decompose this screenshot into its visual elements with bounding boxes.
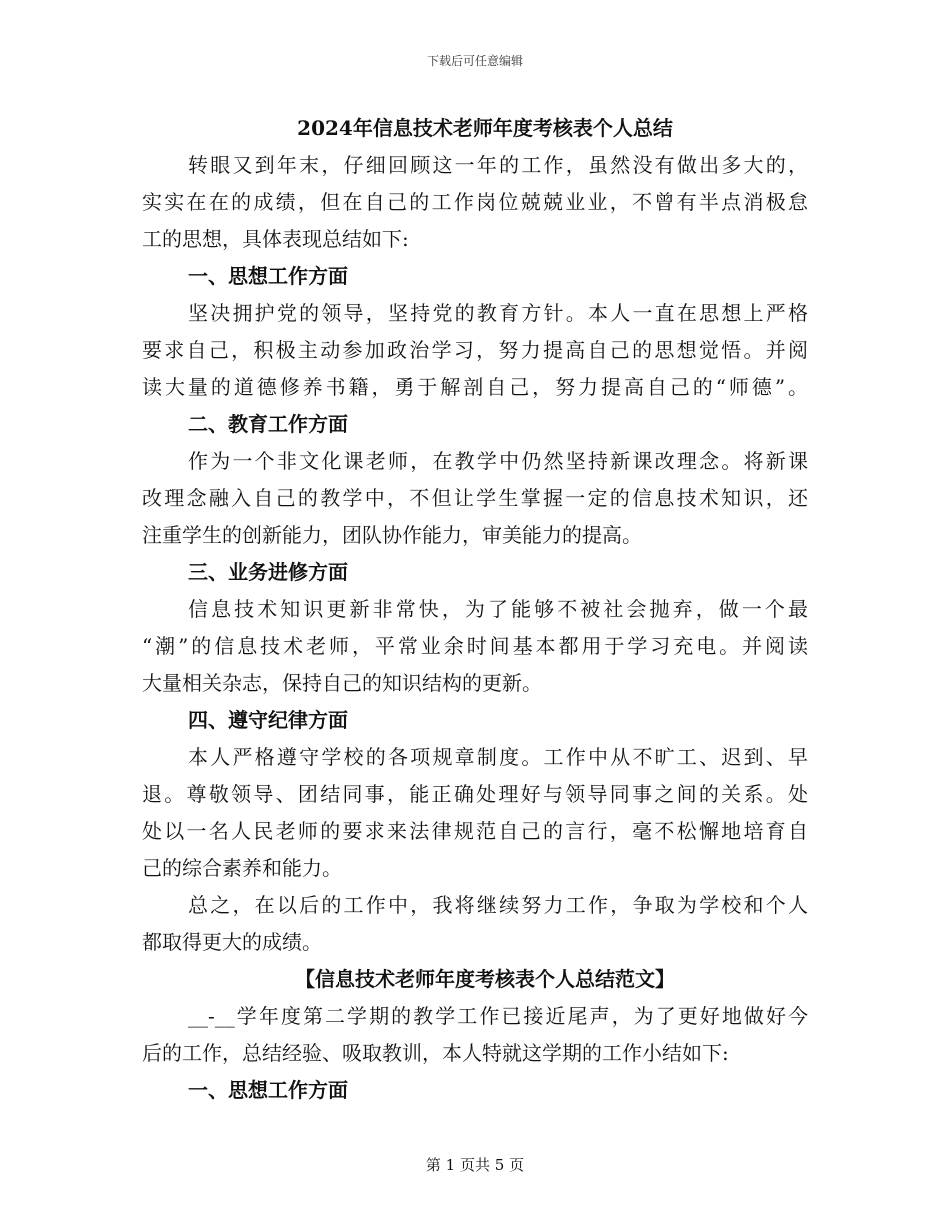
section-heading: 一、思想工作方面 — [188, 264, 348, 288]
paragraph-line: 注重学生的创新能力，团队协作能力，审美能力的提高。 — [142, 523, 642, 547]
document-body — [142, 110, 808, 1109]
section-heading: 四、遵守纪律方面 — [188, 708, 348, 732]
paragraph-line: 改理念融入自己的教学中，不但让学生掌握一定的信息技术知识，还 — [142, 486, 808, 510]
paragraph-line: 本人严格遵守学校的各项规章制度。工作中从不旷工、迟到、早 — [188, 745, 808, 769]
page-header: 下载后可任意编辑 — [426, 54, 523, 68]
sample-title: 【信息技术老师年度考核表个人总结范文】 — [295, 967, 675, 991]
paragraph-line: 都取得更大的成绩。 — [142, 930, 322, 954]
section-heading: 三、业务进修方面 — [188, 560, 348, 584]
paragraph-line: 坚决拥护党的领导，坚持党的教育方针。本人一直在思想上严格 — [188, 301, 808, 325]
paragraph-line: 要求自己，积极主动参加政治学习，努力提高自己的思想觉悟。并阅 — [142, 338, 808, 362]
paragraph-line: 转眼又到年末，仔细回顾这一年的工作，虽然没有做出多大的， — [188, 153, 808, 177]
paragraph-line: “潮”的信息技术老师，平常业余时间基本都用于学习充电。并阅读 — [142, 634, 808, 658]
paragraph-line: 退。尊敬领导、团结同事，能正确处理好与领导同事之间的关系。处 — [142, 782, 808, 806]
paragraph-line: 后的工作，总结经验、吸取教训，本人特就这学期的工作小结如下: — [142, 1041, 729, 1065]
paragraph-line: 处以一名人民老师的要求来法律规范自己的言行，毫不松懈地培育自 — [142, 819, 808, 843]
paragraph-line: 总之，在以后的工作中，我将继续努力工作，争取为学校和个人 — [188, 893, 808, 917]
paragraph-line: 己的综合素养和能力。 — [142, 856, 342, 880]
page-footer: 第 1 页共 5 页 — [425, 1156, 525, 1174]
paragraph-line: 工的思想，具体表现总结如下: — [142, 227, 409, 251]
paragraph-line: 大量相关杂志，保持自己的知识结构的更新。 — [142, 671, 542, 695]
paragraph-line: 信息技术知识更新非常快，为了能够不被社会抛弃，做一个最 — [188, 597, 808, 621]
paragraph-line: 读大量的道德修养书籍，勇于解剖自己，努力提高自己的“师德”。 — [142, 375, 808, 399]
section-heading: 一、思想工作方面 — [188, 1078, 348, 1102]
paragraph-line: 实实在在的成绩，但在自己的工作岗位兢兢业业，不曾有半点消极怠 — [142, 190, 808, 214]
document-title: 2024年信息技术老师年度考核表个人总结 — [297, 116, 673, 140]
paragraph-line: 作为一个非文化课老师，在教学中仍然坚持新课改理念。将新课 — [188, 449, 808, 473]
paragraph-line: __-__学年度第二学期的教学工作已接近尾声，为了更好地做好今 — [188, 1004, 808, 1028]
section-heading: 二、教育工作方面 — [188, 412, 348, 436]
